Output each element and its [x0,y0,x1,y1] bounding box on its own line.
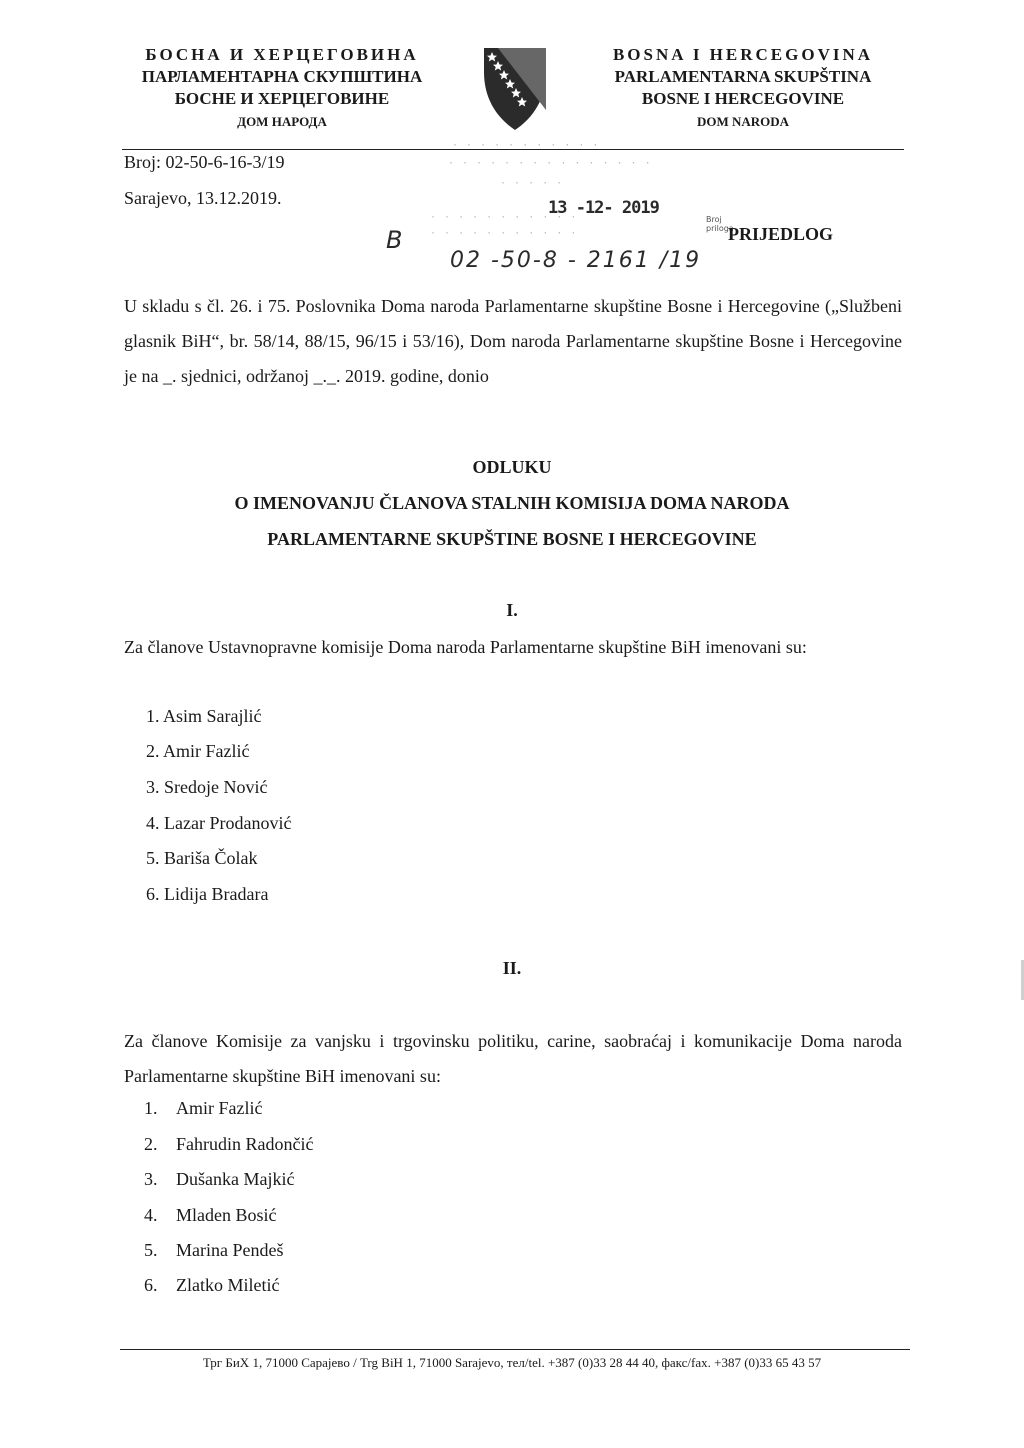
stamp-faded-text: · · · · · · · · · · · [452,140,600,151]
intro-paragraph: U skladu s čl. 26. i 75. Poslovnika Doma naroda Parlamentarne skupštine Bosne i Hercegovine („Službeni glasnik BiH“, br. 58/14, 88/15, 96/15 i 53/16), Dom naroda Parlamentarne skupštine Bosne i Hercegovine je na _. sjednici, održanoj _._. 2019. godine, donio [124,296,902,386]
list-number: 1. [144,1098,158,1118]
stamp-faded-text: · · · · · · · · · · · [430,212,578,223]
list-item [144,1240,283,1261]
list-number: 2. [146,741,160,761]
list-item [146,777,267,798]
footer-divider [120,1349,910,1350]
reference-place-date: Sarajevo, 13.12.2019. [124,188,282,208]
list-number: 4. [144,1205,158,1225]
list-item [144,1205,277,1226]
header-country-cyrillic: БОСНА И ХЕРЦЕГОВИНА [145,45,419,64]
header-parliament-latin: PARLAMENTARNA SKUPŠTINA [614,67,872,86]
list-number: 3. [144,1169,158,1189]
list-number: 3. [146,777,160,797]
header-latin [588,44,898,134]
footer-address: Трг БиХ 1, 71000 Сарајево / Trg BiH 1, 71000 Sarajevo, тел/tel. +387 (0)33 28 44 40, факс/fax. +387 (0)33 65 43 57 [202,1355,822,1370]
reference-number: Broj: 02-50-6-16-3/19 [124,152,285,172]
section-numeral: I. [506,600,518,620]
list-item [144,1134,313,1155]
list-item [144,1275,279,1296]
list-item [146,848,257,869]
member-name: Marina Pendeš [176,1240,284,1260]
section-text: Za članove Ustavnopravne komisije Doma naroda Parlamentarne skupštine BiH imenovani su: [124,637,807,657]
list-number: 5. [144,1240,158,1260]
member-name: Lazar Prodanović [164,813,292,833]
member-name: Amir Fazlić [163,741,250,761]
list-item [144,1169,294,1190]
member-name: Sredoje Nović [164,777,268,797]
stamp-faded-text: · · · · · · · · · · · [430,228,578,239]
member-name: Asim Sarajlić [163,706,262,726]
section-numeral: II. [502,958,522,978]
list-number: 4. [146,813,160,833]
list-item [146,813,291,834]
header-country-latin: BOSNA I HERCEGOVINA [612,45,874,64]
handwritten-mark: B [386,226,403,254]
header-country-genitive-cyrillic: БОСНЕ И ХЕРЦЕГОВИНЕ [174,89,390,108]
member-name: Lidija Bradara [164,884,269,904]
document-label: PRIJEDLOG [728,224,834,244]
list-number: 2. [144,1134,158,1154]
header-house-cyrillic: ДОМ НАРОДА [237,114,327,129]
member-name: Mladen Bosić [176,1205,277,1225]
list-item [146,884,268,905]
handwritten-registry-number: 02 -50-8 - 2161 /19 [450,248,702,273]
member-name: Bariša Čolak [164,848,258,868]
stamp-broj-label: Broj [706,215,722,224]
stamp-faded-text: · · · · · [500,178,564,189]
member-name: Fahrudin Radončić [176,1134,314,1154]
stamp-faded-text: · · · · · · · · · · · · · · · [448,158,652,169]
stamp-date: 13 -12- 2019 [548,198,659,218]
member-name: Zlatko Miletić [176,1275,280,1295]
list-number: 1. [146,706,160,726]
section-text: Za članove Komisije za vanjsku i trgovinsku politiku, carine, saobraćaj i komunikacije Doma naroda Parlamentarne skupštine BiH imenovani su: [124,1031,902,1086]
header-parliament-cyrillic: ПАРЛАМЕНТАРНА СКУПШТИНА [141,67,423,86]
member-name: Dušanka Majkić [176,1169,295,1189]
header-house-latin: DOM NARODA [696,114,790,129]
list-number: 5. [146,848,160,868]
header-cyrillic [112,44,452,134]
header-country-genitive-latin: BOSNE I HERCEGOVINE [641,89,845,108]
member-name: Amir Fazlić [176,1098,263,1118]
list-item [146,741,250,762]
list-number: 6. [146,884,160,904]
list-item [146,706,262,727]
stamp-prilog-label: priloga [706,224,734,233]
decision-subtitle-line2: PARLAMENTARNE SKUPŠTINE BOSNE I HERCEGOVINE [267,529,757,549]
list-item [144,1098,262,1119]
decision-subtitle-line1: O IMENOVANJU ČLANOVA STALNIH KOMISIJA DOMA NARODA [234,493,790,513]
coat-of-arms-icon [478,44,552,134]
decision-title: ODLUKU [472,457,552,477]
list-number: 6. [144,1275,158,1295]
